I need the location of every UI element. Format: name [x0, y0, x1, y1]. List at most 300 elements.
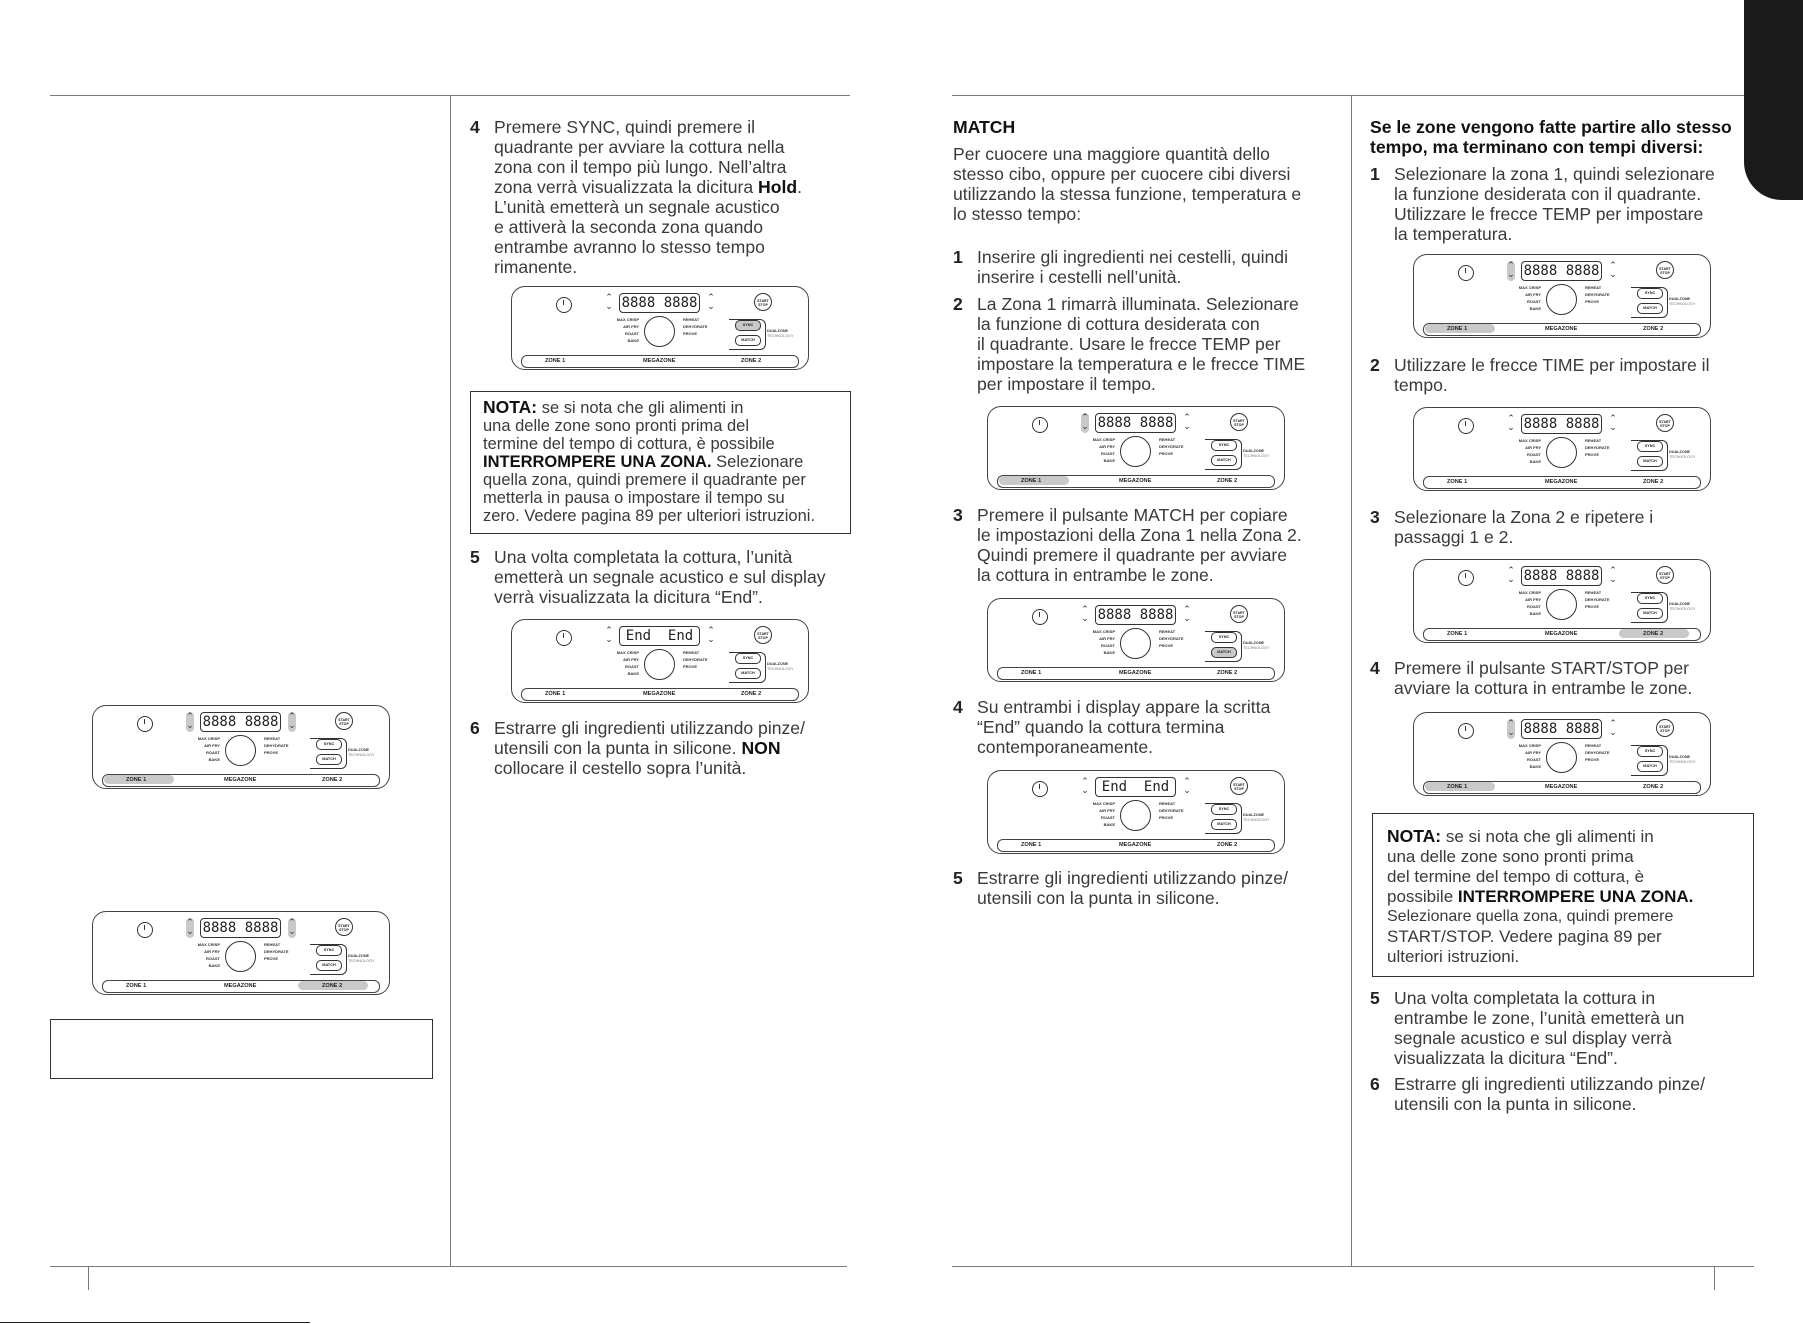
chapter-tab [1744, 0, 1803, 200]
zone2-label[interactable]: ZONE 2 [322, 777, 343, 783]
power-icon[interactable] [556, 297, 572, 313]
heading-line: tempo, ma terminano con tempi diversi: [1370, 137, 1704, 157]
text-line: rimanente. [494, 257, 578, 277]
control-panel [511, 286, 809, 378]
dualzone-logo [1669, 450, 1696, 460]
stop-label: STOP [1660, 729, 1670, 733]
start-stop-button[interactable] [1230, 413, 1248, 431]
step-number: 4 [1370, 658, 1380, 678]
power-icon[interactable] [1032, 417, 1048, 433]
megazone-label[interactable]: MEGAZONE [1119, 670, 1152, 676]
megazone-label[interactable]: MEGAZONE [224, 777, 257, 783]
zone1-label[interactable]: ZONE 1 [1021, 670, 1042, 676]
time-arrows-icon[interactable]: ⌃ ⌄ [288, 917, 296, 936]
megazone-label[interactable]: MEGAZONE [1545, 326, 1578, 332]
zone1-label[interactable]: ZONE 1 [1021, 842, 1042, 848]
control-panel [1413, 712, 1711, 804]
power-icon[interactable] [1458, 418, 1474, 434]
start-stop-button[interactable] [754, 626, 772, 644]
zone1-label[interactable]: ZONE 1 [1447, 631, 1468, 637]
roast-label: ROAST [1527, 299, 1541, 304]
match-step-1 [953, 247, 1343, 287]
sync-button[interactable]: SYNC [1637, 746, 1663, 757]
stop-label: STOP [1660, 424, 1670, 428]
reheat-label: REHEAT [1159, 629, 1176, 634]
temp-arrows-icon[interactable]: ⌃ ⌄ [1507, 718, 1515, 737]
text-line: verrà visualizzata la dicitura “End”. [494, 587, 763, 607]
match-step-5 [953, 868, 1343, 908]
technology-label: TECHNOLOGY [767, 667, 794, 671]
max-crisp-label: MAX CRISP [1092, 629, 1115, 634]
start-stop-button[interactable] [1656, 414, 1674, 432]
start-label: START [1233, 419, 1245, 423]
temp-arrows-icon[interactable]: ⌃ ⌄ [186, 917, 194, 936]
display: 8888 8888 [200, 918, 281, 938]
zone2-label[interactable]: ZONE 2 [741, 358, 762, 364]
technology-label: TECHNOLOGY [1243, 818, 1270, 822]
roast-label: ROAST [625, 664, 639, 669]
dial[interactable] [1546, 284, 1577, 315]
start-label: START [1659, 420, 1671, 424]
reheat-label: REHEAT [1585, 285, 1602, 290]
sync-button[interactable]: SYNC [735, 320, 761, 331]
dualzone-logo [1669, 755, 1696, 765]
display: 8888 8888 [619, 293, 700, 313]
match-button[interactable]: MATCH [735, 668, 761, 679]
sync-button[interactable]: SYNC [1211, 440, 1237, 451]
stop-label: STOP [1234, 423, 1244, 427]
zone1-label[interactable]: ZONE 1 [126, 983, 147, 989]
prove-label: PROVE [1159, 815, 1174, 820]
time-arrows-icon[interactable]: ⌃ ⌄ [1183, 776, 1191, 795]
text-run: se si nota che gli alimenti in [1441, 827, 1654, 846]
technology-label: TECHNOLOGY [1243, 454, 1270, 458]
dualzone-label: DUALZONE [1669, 450, 1691, 454]
dehydrate-label: DEHYDRATE [264, 743, 289, 748]
megazone-label[interactable]: MEGAZONE [224, 983, 257, 989]
note-line: Selezionare quella zona, quindi premere [1387, 908, 1674, 925]
sync-button[interactable]: SYNC [316, 739, 342, 750]
text-line: Quindi premere il quadrante per avviare [977, 545, 1288, 565]
zone2-label[interactable]: ZONE 2 [1217, 842, 1238, 848]
start-label: START [338, 718, 350, 722]
text-line: passaggi 1 e 2. [1394, 527, 1514, 547]
match-button[interactable]: MATCH [1211, 455, 1237, 466]
start-label: START [757, 299, 769, 303]
text-line: zona con il tempo più lungo. Nell’altra [494, 157, 787, 177]
dualzone-logo [1669, 297, 1696, 307]
prove-label: PROVE [1585, 604, 1600, 609]
stop-label: STOP [1234, 615, 1244, 619]
dial[interactable] [1546, 437, 1577, 468]
text-line: Selezionare la Zona 2 e ripetere i [1394, 507, 1654, 527]
temp-arrows-icon[interactable]: ⌃ ⌄ [605, 625, 613, 644]
prove-label: PROVE [1159, 451, 1174, 456]
match-button[interactable]: MATCH [1211, 819, 1237, 830]
technology-label: TECHNOLOGY [1243, 646, 1270, 650]
note-line: START/STOP. Vedere pagina 89 per [1387, 927, 1662, 946]
step-number: 5 [470, 547, 480, 567]
zone2-label[interactable]: ZONE 2 [1643, 326, 1664, 332]
prove-label: PROVE [683, 331, 698, 336]
text-line: Premere SYNC, quindi premere il [494, 117, 756, 137]
dehydrate-label: DEHYDRATE [1585, 750, 1610, 755]
display: 8888 8888 [1521, 719, 1602, 739]
reheat-label: REHEAT [1585, 438, 1602, 443]
control-panel [987, 406, 1285, 498]
technology-label: TECHNOLOGY [1669, 607, 1696, 611]
megazone-label[interactable]: MEGAZONE [1119, 478, 1152, 484]
dial[interactable] [1546, 742, 1577, 773]
dehydrate-label: DEHYDRATE [1585, 597, 1610, 602]
megazone-label[interactable]: MEGAZONE [1119, 842, 1152, 848]
zones-step-4 [1370, 658, 1750, 698]
zone2-label[interactable]: ZONE 2 [1643, 631, 1664, 637]
text-line: Estrarre gli ingredienti utilizzando pinze/ [977, 868, 1288, 888]
time-arrows-icon[interactable]: ⌃ ⌄ [1183, 604, 1191, 623]
text-line [494, 738, 805, 758]
roast-label: ROAST [1527, 452, 1541, 457]
megazone-label[interactable]: MEGAZONE [1545, 784, 1578, 790]
sync-button[interactable]: SYNC [1637, 288, 1663, 299]
right-footer-tick [1714, 1266, 1715, 1290]
max-crisp-label: MAX CRISP [1518, 438, 1541, 443]
text-run: Selezionare [711, 453, 804, 471]
note-line: una delle zone sono pronti prima [1387, 847, 1634, 866]
dial[interactable] [1120, 800, 1151, 831]
max-crisp-label: MAX CRISP [1092, 801, 1115, 806]
time-arrows-icon[interactable]: ⌃ ⌄ [1609, 565, 1617, 584]
text-line: Una volta completata la cottura, l’unità [494, 547, 793, 567]
time-arrows-icon[interactable]: ⌃ ⌄ [1609, 413, 1617, 432]
temp-arrows-icon[interactable]: ⌃ ⌄ [605, 292, 613, 311]
start-stop-button[interactable] [335, 712, 353, 730]
bake-label: BAKE [208, 963, 220, 968]
start-stop-button[interactable] [1656, 566, 1674, 584]
note-line: zero. Vedere pagina 89 per ulteriori istruzioni. [483, 507, 816, 525]
text-line: Premere il pulsante START/STOP per [1394, 658, 1689, 678]
left-step-6 [470, 718, 850, 778]
step-number: 5 [953, 868, 963, 888]
zones-step-6 [1370, 1074, 1750, 1114]
zone1-label[interactable]: ZONE 1 [1447, 326, 1468, 332]
note-line [483, 453, 838, 471]
dualzone-label: DUALZONE [767, 329, 789, 333]
max-crisp-label: MAX CRISP [616, 317, 639, 322]
note-label: NOTA: [483, 397, 538, 417]
dial[interactable] [1120, 436, 1151, 467]
step-number: 6 [470, 718, 480, 738]
dial[interactable] [225, 941, 256, 972]
control-panel [92, 705, 390, 797]
roast-label: ROAST [206, 956, 220, 961]
match-button[interactable]: MATCH [735, 335, 761, 346]
step-number: 2 [1370, 355, 1380, 375]
text-line: stesso cibo, oppure per cuocere cibi diversi [953, 164, 1291, 184]
power-icon[interactable] [1032, 781, 1048, 797]
zone1-label[interactable]: ZONE 1 [1447, 479, 1468, 485]
text-run: . [797, 177, 803, 197]
stop-label: STOP [758, 636, 768, 640]
dehydrate-label: DEHYDRATE [683, 657, 708, 662]
display: 8888 8888 [1095, 413, 1176, 433]
air-fry-label: AIR FRY [1525, 292, 1541, 297]
display: 8888 8888 [1521, 261, 1602, 281]
time-arrows-icon[interactable]: ⌃ ⌄ [1183, 412, 1191, 431]
text-run: zona verrà visualizzata la dicitura [494, 177, 759, 197]
time-arrows-icon[interactable]: ⌃ ⌄ [707, 292, 715, 311]
match-button[interactable]: MATCH [316, 754, 342, 765]
prove-label: PROVE [264, 750, 279, 755]
control-panel [92, 911, 390, 1003]
step-number: 3 [1370, 507, 1380, 527]
megazone-label[interactable]: MEGAZONE [1545, 479, 1578, 485]
start-stop-button[interactable] [1656, 261, 1674, 279]
start-stop-button[interactable] [1230, 777, 1248, 795]
note-emphasis: INTERROMPERE UNA ZONA. [1457, 887, 1694, 906]
dehydrate-label: DEHYDRATE [1585, 445, 1610, 450]
step-number: 6 [1370, 1074, 1380, 1094]
sync-button[interactable]: SYNC [735, 653, 761, 664]
text-line: impostare la temperatura e le frecce TIME [977, 354, 1306, 374]
match-heading: MATCH [953, 117, 1016, 137]
dehydrate-label: DEHYDRATE [264, 949, 289, 954]
right-top-rule [952, 95, 1754, 96]
technology-label: TECHNOLOGY [348, 959, 375, 963]
temp-arrows-icon[interactable]: ⌃ ⌄ [1081, 604, 1089, 623]
step-number: 4 [953, 697, 963, 717]
technology-label: TECHNOLOGY [348, 753, 375, 757]
bake-label: BAKE [1529, 306, 1541, 311]
match-button[interactable]: MATCH [1637, 608, 1663, 619]
text-line: segnale acustico e sul display verrà [1394, 1028, 1672, 1048]
time-arrows-icon[interactable]: ⌃ ⌄ [707, 625, 715, 644]
match-step-3 [953, 505, 1343, 585]
text-line: Su entrambi i display appare la scritta [977, 697, 1271, 717]
note-label: NOTA: [1387, 826, 1442, 846]
text-line: Utilizzare le frecce TEMP per impostare [1394, 204, 1704, 224]
match-button[interactable]: MATCH [1637, 303, 1663, 314]
dial[interactable] [1120, 628, 1151, 659]
stop-label: STOP [339, 722, 349, 726]
sync-button[interactable]: SYNC [1211, 632, 1237, 643]
dehydrate-label: DEHYDRATE [683, 324, 708, 329]
zone2-label[interactable]: ZONE 2 [322, 983, 343, 989]
temp-arrows-icon[interactable]: ⌃ ⌄ [1081, 412, 1089, 431]
heading-line: Se le zone vengono fatte partire allo stesso [1370, 117, 1732, 137]
non-label: NON [741, 738, 781, 758]
megazone-label[interactable]: MEGAZONE [1545, 631, 1578, 637]
step-number: 3 [953, 505, 963, 525]
time-arrows-icon[interactable]: ⌃ ⌄ [1609, 718, 1617, 737]
zone1-label[interactable]: ZONE 1 [545, 358, 566, 364]
prove-label: PROVE [683, 664, 698, 669]
match-step-2 [953, 294, 1343, 394]
reheat-label: REHEAT [1585, 590, 1602, 595]
left-note-box [470, 391, 851, 534]
note-line: termine del tempo di cottura, è possibile [483, 435, 775, 453]
text-line: utensili con la punta in silicone. [977, 888, 1220, 908]
power-icon[interactable] [1458, 723, 1474, 739]
start-label: START [1659, 572, 1671, 576]
control-panel [987, 598, 1285, 690]
text-line: Una volta completata la cottura in [1394, 988, 1656, 1008]
reheat-label: REHEAT [1159, 801, 1176, 806]
control-panel [1413, 254, 1711, 346]
dualzone-label: DUALZONE [348, 748, 370, 752]
text-line: per impostare il tempo. [977, 374, 1156, 394]
power-icon[interactable] [1458, 570, 1474, 586]
dualzone-logo [1669, 602, 1696, 612]
text-line: Estrarre gli ingredienti utilizzando pinze/ [1394, 1074, 1705, 1094]
zone1-label[interactable]: ZONE 1 [1021, 478, 1042, 484]
roast-label: ROAST [625, 331, 639, 336]
text-line: la funzione desiderata con il quadrante. [1394, 184, 1702, 204]
zones-heading [1370, 117, 1750, 157]
time-arrows-icon[interactable]: ⌃ ⌄ [1609, 260, 1617, 279]
temp-arrows-icon[interactable]: ⌃ ⌄ [1507, 260, 1515, 279]
step-number: 1 [953, 247, 963, 267]
temp-arrows-icon[interactable]: ⌃ ⌄ [1081, 776, 1089, 795]
start-stop-button[interactable] [1656, 719, 1674, 737]
temp-arrows-icon[interactable]: ⌃ ⌄ [186, 711, 194, 730]
air-fry-label: AIR FRY [623, 324, 639, 329]
note-line: del termine del tempo di cottura, è [1387, 867, 1645, 886]
text-line: quadrante per avviare la cottura nella [494, 137, 785, 157]
bake-label: BAKE [1529, 459, 1541, 464]
match-button[interactable]: MATCH [1211, 647, 1237, 658]
dial[interactable] [644, 649, 675, 680]
roast-label: ROAST [1527, 604, 1541, 609]
note-line [1387, 887, 1739, 907]
text-line: Per cuocere una maggiore quantità dello [953, 144, 1270, 164]
time-arrows-icon[interactable]: ⌃ ⌄ [288, 711, 296, 730]
reheat-label: REHEAT [683, 317, 700, 322]
control-panel [1413, 559, 1711, 651]
note-emphasis: INTERROMPERE UNA ZONA. [483, 453, 712, 471]
dualzone-logo [348, 954, 375, 964]
control-panel [987, 770, 1285, 862]
text-line: Premere il pulsante MATCH per copiare [977, 505, 1288, 525]
temp-arrows-icon[interactable]: ⌃ ⌄ [1507, 413, 1515, 432]
dualzone-logo [1243, 449, 1270, 459]
zone2-label[interactable]: ZONE 2 [1217, 478, 1238, 484]
start-label: START [1659, 725, 1671, 729]
match-step-4 [953, 697, 1343, 757]
zones-step-3 [1370, 507, 1750, 547]
reheat-label: REHEAT [1159, 437, 1176, 442]
zone1-label[interactable]: ZONE 1 [1447, 784, 1468, 790]
reheat-label: REHEAT [683, 650, 700, 655]
note-line: metterla in pausa o impostare il tempo su [483, 489, 785, 507]
zones-step-2 [1370, 355, 1750, 395]
max-crisp-label: MAX CRISP [1092, 437, 1115, 442]
prove-label: PROVE [1585, 757, 1600, 762]
text-line: L’unità emetterà un segnale acustico [494, 197, 780, 217]
dial[interactable] [225, 735, 256, 766]
reheat-label: REHEAT [264, 942, 281, 947]
power-icon[interactable] [137, 922, 153, 938]
bake-label: BAKE [627, 338, 639, 343]
display: 8888 8888 [200, 712, 281, 732]
match-button[interactable]: MATCH [316, 960, 342, 971]
text-line: la funzione di cottura desiderata con [977, 314, 1260, 334]
zone2-label[interactable]: ZONE 2 [1643, 479, 1664, 485]
text-line: collocare il cestello sopra l’unità. [494, 758, 747, 778]
step-number: 4 [470, 117, 480, 137]
empty-note-box [50, 1019, 433, 1079]
max-crisp-label: MAX CRISP [197, 942, 220, 947]
step-number: 5 [1370, 988, 1380, 1008]
max-crisp-label: MAX CRISP [197, 736, 220, 741]
text-line: la temperatura. [1394, 224, 1513, 244]
stop-label: STOP [1234, 787, 1244, 791]
stop-label: STOP [1660, 576, 1670, 580]
start-stop-button[interactable] [1230, 605, 1248, 623]
start-stop-button[interactable] [335, 918, 353, 936]
text-run: utensili con la punta in silicone. [494, 738, 742, 758]
display: 8888 8888 [1521, 414, 1602, 434]
control-panel [1413, 407, 1711, 499]
sync-button[interactable]: SYNC [316, 945, 342, 956]
text-run: possibile [1387, 887, 1458, 906]
text-line: Estrarre gli ingredienti utilizzando pinze/ [494, 718, 805, 738]
text-line: Utilizzare le frecce TIME per impostare il [1394, 355, 1710, 375]
megazone-label[interactable]: MEGAZONE [643, 358, 676, 364]
technology-label: TECHNOLOGY [1669, 302, 1696, 306]
step-number: 2 [953, 294, 963, 314]
right-column-divider [1351, 95, 1352, 1267]
stop-label: STOP [758, 303, 768, 307]
match-button[interactable]: MATCH [1637, 456, 1663, 467]
sync-button[interactable]: SYNC [1637, 593, 1663, 604]
power-icon[interactable] [1458, 265, 1474, 281]
dualzone-label: DUALZONE [1669, 297, 1691, 301]
note-line: una delle zone sono pronti prima del [483, 417, 750, 435]
zone1-label[interactable]: ZONE 1 [545, 691, 566, 697]
dualzone-label: DUALZONE [348, 954, 370, 958]
note-line [483, 398, 838, 417]
sync-button[interactable]: SYNC [1211, 804, 1237, 815]
power-icon[interactable] [137, 716, 153, 732]
power-icon[interactable] [556, 630, 572, 646]
zone2-label[interactable]: ZONE 2 [1217, 670, 1238, 676]
zone1-label[interactable]: ZONE 1 [126, 777, 147, 783]
text-line: la cottura in entrambe le zone. [977, 565, 1214, 585]
start-stop-button[interactable] [754, 293, 772, 311]
match-button[interactable]: MATCH [1637, 761, 1663, 772]
right-bottom-rule [952, 1266, 1754, 1267]
max-crisp-label: MAX CRISP [616, 650, 639, 655]
dehydrate-label: DEHYDRATE [1585, 292, 1610, 297]
power-icon[interactable] [1032, 609, 1048, 625]
megazone-label[interactable]: MEGAZONE [643, 691, 676, 697]
text-line: utensili con la punta in silicone. [1394, 1094, 1637, 1114]
roast-label: ROAST [1101, 451, 1115, 456]
right-note-box [1372, 813, 1754, 977]
temp-arrows-icon[interactable]: ⌃ ⌄ [1507, 565, 1515, 584]
air-fry-label: AIR FRY [1099, 444, 1115, 449]
note-line: ulteriori istruzioni. [1387, 947, 1520, 966]
zone2-label[interactable]: ZONE 2 [1643, 784, 1664, 790]
zones-step-5 [1370, 988, 1750, 1068]
sync-button[interactable]: SYNC [1637, 441, 1663, 452]
technology-label: TECHNOLOGY [1669, 455, 1696, 459]
zone2-label[interactable]: ZONE 2 [741, 691, 762, 697]
dial[interactable] [1546, 589, 1577, 620]
max-crisp-label: MAX CRISP [1518, 285, 1541, 290]
dial[interactable] [644, 316, 675, 347]
